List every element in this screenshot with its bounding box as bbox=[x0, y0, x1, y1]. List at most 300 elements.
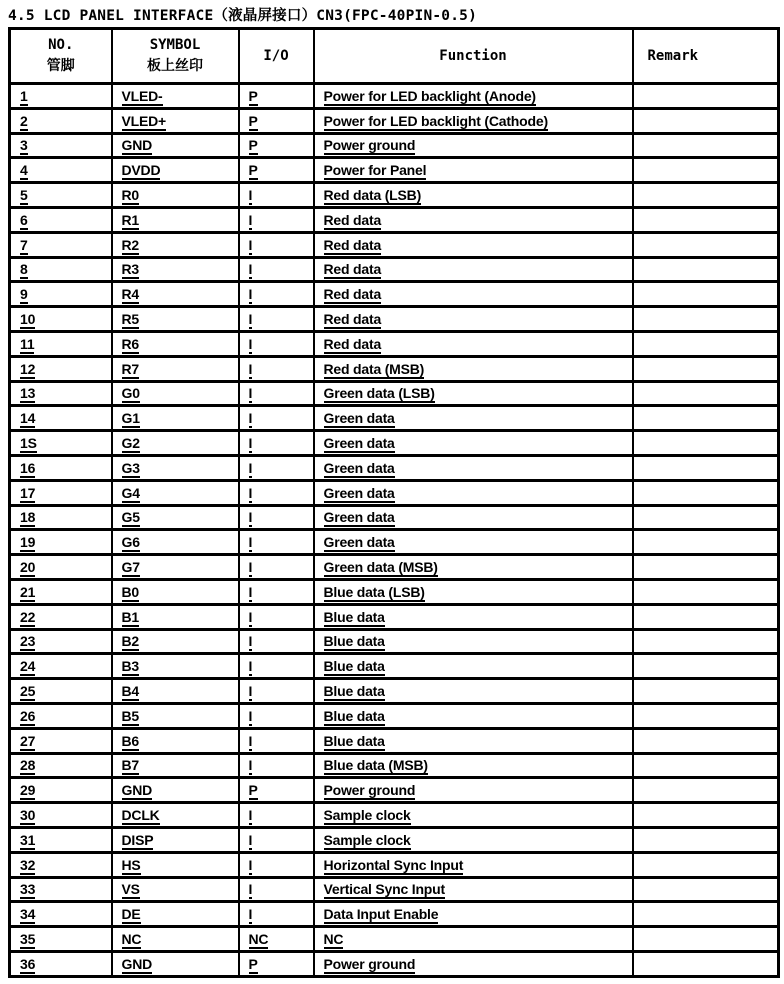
cell-io bbox=[239, 530, 314, 555]
header-row bbox=[10, 29, 779, 84]
cell-pin-no bbox=[10, 257, 112, 282]
table-row bbox=[10, 827, 779, 852]
cell-remark bbox=[633, 381, 779, 406]
cell-text: G0 bbox=[121, 385, 140, 402]
col-header-no-en: NO. bbox=[48, 37, 74, 53]
cell-text: Horizontal Sync Input bbox=[323, 856, 464, 873]
cell-text: Blue data (MSB) bbox=[323, 757, 428, 774]
cell-text: I bbox=[248, 732, 253, 749]
cell-text: I bbox=[248, 509, 253, 526]
cell-remark bbox=[633, 455, 779, 480]
cell-text: 5 bbox=[20, 187, 28, 204]
col-header-remark-label: Remark bbox=[647, 47, 699, 64]
cell-text: 26 bbox=[20, 707, 36, 724]
table-row bbox=[10, 951, 779, 976]
cell-io bbox=[239, 877, 314, 902]
table-row bbox=[10, 877, 779, 902]
cell-text: G6 bbox=[121, 534, 140, 551]
cell-remark bbox=[633, 257, 779, 282]
cell-text: GND bbox=[121, 782, 153, 799]
cell-io bbox=[239, 902, 314, 927]
cell-text: 14 bbox=[20, 410, 36, 427]
cell-symbol bbox=[112, 530, 239, 555]
cell-function bbox=[314, 579, 633, 604]
cell-text: 8 bbox=[20, 261, 28, 278]
cell-pin-no bbox=[10, 406, 112, 431]
cell-remark bbox=[633, 232, 779, 257]
cell-text: Power ground bbox=[323, 955, 416, 972]
cell-pin-no bbox=[10, 579, 112, 604]
cell-io bbox=[239, 703, 314, 728]
cell-text: VS bbox=[121, 881, 140, 898]
table-row bbox=[10, 629, 779, 654]
table-row bbox=[10, 679, 779, 704]
cell-text: I bbox=[248, 807, 253, 823]
pin-table-body bbox=[10, 84, 779, 977]
cell-text: I bbox=[248, 311, 253, 328]
col-header-no-cn: 管脚 bbox=[46, 58, 75, 74]
cell-text: I bbox=[248, 484, 253, 501]
col-header-symbol bbox=[112, 29, 239, 84]
cell-text: Red data (LSB) bbox=[323, 187, 422, 204]
cell-remark bbox=[633, 207, 779, 232]
cell-remark bbox=[633, 480, 779, 505]
cell-text: 16 bbox=[20, 459, 36, 476]
cell-text: P bbox=[248, 162, 258, 179]
cell-text: Blue data bbox=[323, 707, 385, 724]
cell-text: DVDD bbox=[121, 162, 161, 179]
cell-remark bbox=[633, 827, 779, 852]
cell-symbol bbox=[112, 654, 239, 679]
cell-symbol bbox=[112, 753, 239, 778]
cell-text: B5 bbox=[121, 707, 139, 724]
cell-pin-no bbox=[10, 183, 112, 208]
cell-io bbox=[239, 356, 314, 381]
cell-pin-no bbox=[10, 827, 112, 852]
table-row bbox=[10, 579, 779, 604]
cell-text: Green data (MSB) bbox=[323, 559, 438, 576]
cell-io bbox=[239, 679, 314, 704]
cell-pin-no bbox=[10, 381, 112, 406]
col-header-symbol-en: SYMBOL bbox=[149, 37, 201, 53]
cell-text: G3 bbox=[121, 459, 140, 476]
cell-io bbox=[239, 827, 314, 852]
cell-pin-no bbox=[10, 728, 112, 753]
cell-io bbox=[239, 480, 314, 505]
cell-text: 19 bbox=[20, 534, 36, 551]
cell-text: Green data bbox=[323, 484, 395, 501]
cell-function bbox=[314, 84, 633, 109]
cell-text: I bbox=[248, 236, 253, 253]
cell-symbol bbox=[112, 827, 239, 852]
cell-text: Sample clock bbox=[323, 807, 411, 823]
cell-symbol bbox=[112, 381, 239, 406]
cell-symbol bbox=[112, 505, 239, 530]
cell-text: 23 bbox=[20, 633, 36, 650]
cell-text: G5 bbox=[121, 509, 140, 526]
cell-remark bbox=[633, 753, 779, 778]
cell-text: 22 bbox=[20, 608, 36, 625]
cell-function bbox=[314, 604, 633, 629]
col-header-remark bbox=[633, 29, 779, 84]
table-row bbox=[10, 728, 779, 753]
cell-text: P bbox=[248, 112, 258, 129]
cell-io bbox=[239, 406, 314, 431]
cell-pin-no bbox=[10, 282, 112, 307]
cell-remark bbox=[633, 951, 779, 976]
cell-pin-no bbox=[10, 951, 112, 976]
cell-function bbox=[314, 406, 633, 431]
cell-pin-no bbox=[10, 803, 112, 828]
cell-text: GND bbox=[121, 137, 153, 154]
cell-symbol bbox=[112, 84, 239, 109]
table-row bbox=[10, 331, 779, 356]
cell-function bbox=[314, 530, 633, 555]
cell-pin-no bbox=[10, 703, 112, 728]
cell-io bbox=[239, 579, 314, 604]
cell-text: Green data bbox=[323, 459, 395, 476]
cell-pin-no bbox=[10, 852, 112, 877]
cell-text: B1 bbox=[121, 608, 139, 625]
cell-text: 25 bbox=[20, 683, 36, 700]
cell-io bbox=[239, 753, 314, 778]
cell-symbol bbox=[112, 356, 239, 381]
cell-io bbox=[239, 431, 314, 456]
table-row bbox=[10, 356, 779, 381]
cell-text: 27 bbox=[20, 732, 36, 749]
cell-function bbox=[314, 877, 633, 902]
cell-text: DISP bbox=[121, 831, 154, 848]
cell-symbol bbox=[112, 778, 239, 803]
cell-symbol bbox=[112, 158, 239, 183]
cell-text: Blue data bbox=[323, 732, 385, 749]
cell-text: Red data bbox=[323, 236, 382, 253]
cell-remark bbox=[633, 555, 779, 580]
cell-text: I bbox=[248, 757, 253, 774]
cell-symbol bbox=[112, 703, 239, 728]
cell-pin-no bbox=[10, 778, 112, 803]
cell-io bbox=[239, 951, 314, 976]
cell-function bbox=[314, 133, 633, 158]
cell-text: R5 bbox=[121, 311, 139, 328]
cell-function bbox=[314, 753, 633, 778]
cell-pin-no bbox=[10, 604, 112, 629]
cell-function bbox=[314, 108, 633, 133]
cell-function bbox=[314, 852, 633, 877]
cell-text: 36 bbox=[20, 955, 36, 972]
cell-text: Power for Panel bbox=[323, 162, 427, 179]
cell-text: Red data bbox=[323, 261, 382, 278]
cell-function bbox=[314, 431, 633, 456]
cell-text: G4 bbox=[121, 484, 140, 501]
cell-text: P bbox=[248, 137, 258, 154]
cell-symbol bbox=[112, 455, 239, 480]
cell-text: 6 bbox=[20, 211, 28, 228]
cell-function bbox=[314, 257, 633, 282]
cell-text: Blue data (LSB) bbox=[323, 583, 425, 600]
cell-text: I bbox=[248, 261, 253, 278]
cell-remark bbox=[633, 307, 779, 332]
cell-text: Red data (MSB) bbox=[323, 360, 425, 377]
cell-text: I bbox=[248, 683, 253, 700]
cell-remark bbox=[633, 654, 779, 679]
cell-io bbox=[239, 505, 314, 530]
cell-pin-no bbox=[10, 133, 112, 158]
cell-text: Vertical Sync Input bbox=[323, 881, 445, 898]
cell-function bbox=[314, 951, 633, 976]
cell-function bbox=[314, 331, 633, 356]
col-header-no bbox=[10, 29, 112, 84]
cell-remark bbox=[633, 703, 779, 728]
cell-text: Green data (LSB) bbox=[323, 385, 435, 402]
cell-text: 4 bbox=[20, 162, 28, 179]
cell-remark bbox=[633, 133, 779, 158]
cell-text: Green data bbox=[323, 410, 395, 427]
table-row bbox=[10, 480, 779, 505]
cell-pin-no bbox=[10, 679, 112, 704]
cell-text: 28 bbox=[20, 757, 36, 774]
cell-remark bbox=[633, 728, 779, 753]
cell-function bbox=[314, 728, 633, 753]
cell-function bbox=[314, 158, 633, 183]
cell-text: G2 bbox=[121, 435, 140, 452]
cell-io bbox=[239, 84, 314, 109]
cell-symbol bbox=[112, 951, 239, 976]
cell-text: R2 bbox=[121, 236, 139, 253]
cell-text: Red data bbox=[323, 211, 382, 228]
cell-function bbox=[314, 927, 633, 952]
cell-text: 3 bbox=[20, 137, 28, 154]
cell-text: 2 bbox=[20, 112, 28, 129]
cell-pin-no bbox=[10, 877, 112, 902]
cell-text: HS bbox=[121, 856, 141, 873]
cell-text: 31 bbox=[20, 831, 36, 848]
cell-io bbox=[239, 381, 314, 406]
cell-text: I bbox=[248, 881, 253, 898]
cell-pin-no bbox=[10, 207, 112, 232]
cell-symbol bbox=[112, 431, 239, 456]
cell-io bbox=[239, 604, 314, 629]
cell-function bbox=[314, 282, 633, 307]
cell-text: I bbox=[248, 385, 253, 402]
cell-function bbox=[314, 778, 633, 803]
cell-text: NC bbox=[323, 930, 344, 947]
cell-io bbox=[239, 778, 314, 803]
cell-io bbox=[239, 927, 314, 952]
cell-text: I bbox=[248, 831, 253, 848]
cell-io bbox=[239, 232, 314, 257]
cell-text: Power ground bbox=[323, 782, 416, 799]
cell-remark bbox=[633, 778, 779, 803]
cell-text: G7 bbox=[121, 559, 140, 576]
cell-symbol bbox=[112, 480, 239, 505]
cell-symbol bbox=[112, 555, 239, 580]
cell-remark bbox=[633, 579, 779, 604]
cell-io bbox=[239, 282, 314, 307]
table-row bbox=[10, 455, 779, 480]
table-row bbox=[10, 257, 779, 282]
cell-symbol bbox=[112, 207, 239, 232]
col-header-symbol-cn: 板上丝印 bbox=[147, 58, 203, 74]
table-row bbox=[10, 183, 779, 208]
table-row bbox=[10, 133, 779, 158]
cell-symbol bbox=[112, 877, 239, 902]
cell-text: B7 bbox=[121, 757, 139, 774]
cell-symbol bbox=[112, 257, 239, 282]
table-row bbox=[10, 927, 779, 952]
table-row bbox=[10, 232, 779, 257]
cell-remark bbox=[633, 183, 779, 208]
cell-pin-no bbox=[10, 307, 112, 332]
cell-text: 10 bbox=[20, 311, 36, 328]
cell-symbol bbox=[112, 232, 239, 257]
cell-text: I bbox=[248, 459, 253, 476]
cell-text: I bbox=[248, 335, 253, 352]
cell-text: Data Input Enable bbox=[323, 906, 439, 923]
table-row bbox=[10, 505, 779, 530]
cell-remark bbox=[633, 803, 779, 828]
cell-function bbox=[314, 902, 633, 927]
cell-pin-no bbox=[10, 654, 112, 679]
cell-remark bbox=[633, 108, 779, 133]
cell-symbol bbox=[112, 282, 239, 307]
cell-text: I bbox=[248, 211, 253, 228]
cell-symbol bbox=[112, 183, 239, 208]
cell-text: 11 bbox=[20, 335, 35, 352]
cell-text: I bbox=[248, 608, 253, 625]
cell-text: 33 bbox=[20, 881, 36, 898]
cell-symbol bbox=[112, 852, 239, 877]
section-title: 4.5 LCD PANEL INTERFACE（液晶屏接口）CN3(FPC-40PIN-0.5) bbox=[8, 8, 478, 24]
cell-symbol bbox=[112, 927, 239, 952]
cell-pin-no bbox=[10, 927, 112, 952]
cell-text: Sample clock bbox=[323, 831, 411, 848]
cell-symbol bbox=[112, 679, 239, 704]
cell-pin-no bbox=[10, 232, 112, 257]
cell-function bbox=[314, 183, 633, 208]
cell-remark bbox=[633, 877, 779, 902]
cell-text: P bbox=[248, 87, 258, 104]
table-row bbox=[10, 530, 779, 555]
cell-text: 9 bbox=[20, 286, 28, 303]
cell-function bbox=[314, 803, 633, 828]
cell-text: NC bbox=[121, 930, 142, 947]
cell-text: Blue data bbox=[323, 683, 385, 700]
cell-text: P bbox=[248, 782, 258, 799]
cell-io bbox=[239, 455, 314, 480]
table-row bbox=[10, 158, 779, 183]
cell-io bbox=[239, 108, 314, 133]
cell-text: DCLK bbox=[121, 807, 160, 823]
cell-text: B0 bbox=[121, 583, 139, 600]
cell-text: VLED+ bbox=[121, 112, 167, 129]
cell-text: Green data bbox=[323, 534, 395, 551]
cell-text: P bbox=[248, 955, 258, 972]
cell-io bbox=[239, 133, 314, 158]
cell-text: Red data bbox=[323, 286, 382, 303]
cell-pin-no bbox=[10, 331, 112, 356]
cell-symbol bbox=[112, 629, 239, 654]
cell-io bbox=[239, 331, 314, 356]
table-row bbox=[10, 852, 779, 877]
cell-text: I bbox=[248, 658, 253, 675]
cell-symbol bbox=[112, 331, 239, 356]
cell-text: 1S bbox=[20, 435, 37, 452]
cell-remark bbox=[633, 679, 779, 704]
cell-text: VLED- bbox=[121, 87, 163, 104]
table-row bbox=[10, 803, 779, 828]
cell-text: B6 bbox=[121, 732, 139, 749]
cell-text: Power for LED backlight (Anode) bbox=[323, 87, 536, 104]
cell-symbol bbox=[112, 604, 239, 629]
cell-remark bbox=[633, 84, 779, 109]
col-header-function-label: Function bbox=[439, 47, 507, 64]
cell-remark bbox=[633, 629, 779, 654]
cell-text: I bbox=[248, 187, 253, 204]
cell-remark bbox=[633, 158, 779, 183]
cell-remark bbox=[633, 852, 779, 877]
cell-text: R1 bbox=[121, 211, 139, 228]
cell-text: Power for LED backlight (Cathode) bbox=[323, 112, 548, 129]
cell-text: I bbox=[248, 856, 253, 873]
cell-text: I bbox=[248, 410, 253, 427]
table-row bbox=[10, 703, 779, 728]
cell-text: 13 bbox=[20, 385, 36, 402]
cell-text: I bbox=[248, 583, 253, 600]
cell-text: B3 bbox=[121, 658, 139, 675]
table-row bbox=[10, 902, 779, 927]
cell-pin-no bbox=[10, 480, 112, 505]
cell-io bbox=[239, 207, 314, 232]
cell-pin-no bbox=[10, 753, 112, 778]
cell-text: B4 bbox=[121, 683, 139, 700]
cell-text: R3 bbox=[121, 261, 139, 278]
cell-pin-no bbox=[10, 455, 112, 480]
cell-io bbox=[239, 629, 314, 654]
cell-text: G1 bbox=[121, 410, 140, 427]
cell-text: R7 bbox=[121, 360, 139, 377]
cell-text: GND bbox=[121, 955, 153, 972]
table-row bbox=[10, 604, 779, 629]
cell-pin-no bbox=[10, 629, 112, 654]
cell-remark bbox=[633, 505, 779, 530]
cell-text: 7 bbox=[20, 236, 28, 253]
pin-table bbox=[8, 27, 780, 978]
cell-pin-no bbox=[10, 84, 112, 109]
cell-remark bbox=[633, 530, 779, 555]
table-row bbox=[10, 778, 779, 803]
cell-io bbox=[239, 183, 314, 208]
cell-text: I bbox=[248, 360, 253, 377]
cell-function bbox=[314, 629, 633, 654]
cell-pin-no bbox=[10, 431, 112, 456]
cell-pin-no bbox=[10, 555, 112, 580]
cell-remark bbox=[633, 431, 779, 456]
cell-remark bbox=[633, 902, 779, 927]
cell-text: I bbox=[248, 286, 253, 303]
cell-symbol bbox=[112, 406, 239, 431]
cell-text: 35 bbox=[20, 930, 36, 947]
cell-function bbox=[314, 480, 633, 505]
cell-text: 32 bbox=[20, 856, 36, 873]
cell-symbol bbox=[112, 108, 239, 133]
cell-function bbox=[314, 827, 633, 852]
cell-remark bbox=[633, 356, 779, 381]
cell-function bbox=[314, 356, 633, 381]
cell-text: DE bbox=[121, 906, 141, 923]
cell-text: Blue data bbox=[323, 608, 385, 625]
cell-text: Red data bbox=[323, 335, 382, 352]
